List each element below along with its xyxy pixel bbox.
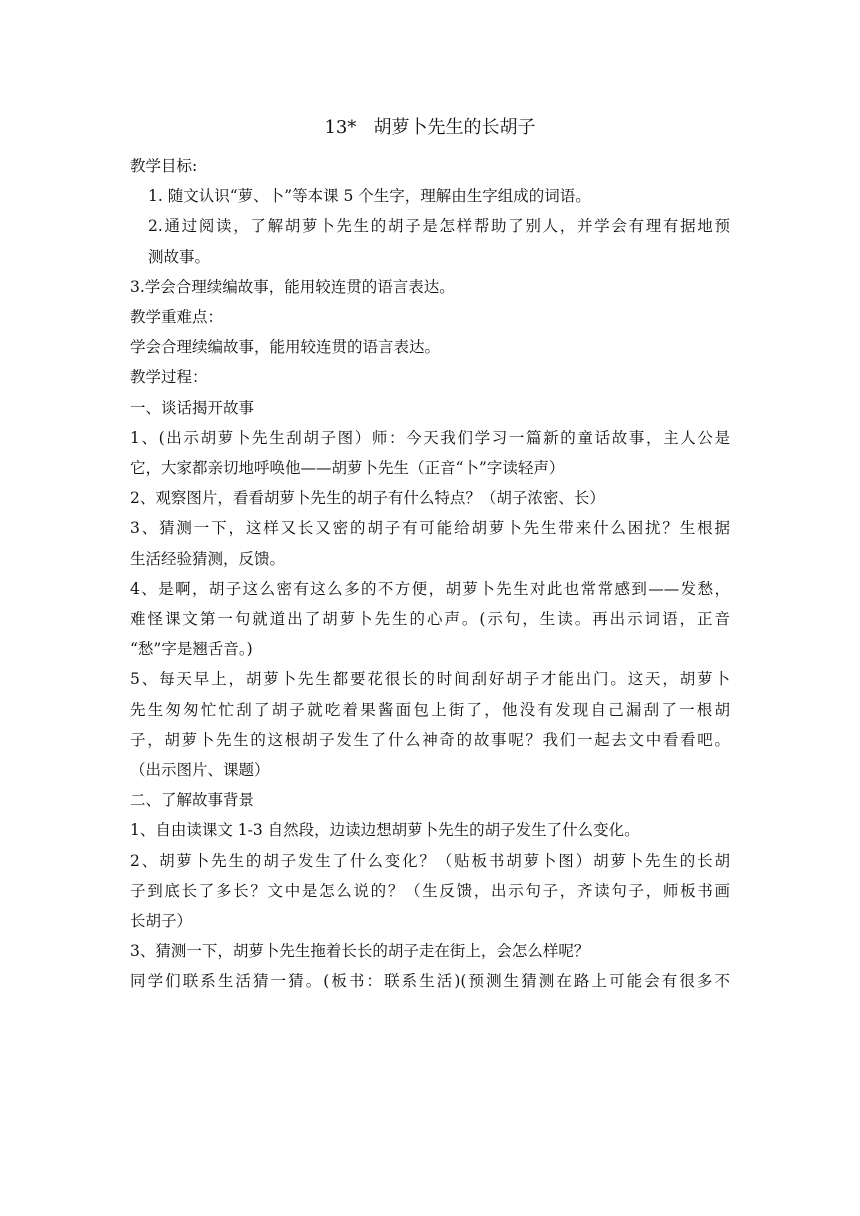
text-line: “愁”字是翘舌音。) <box>130 640 253 659</box>
text-line: （出示图片、课题） <box>130 761 270 780</box>
text-line: 长胡子） <box>130 912 193 931</box>
text-line: 4、是啊，胡子这么密有这么多的不方便，胡萝卜先生对此也常常感到——发愁， <box>130 579 730 598</box>
text-line: 它，大家都亲切地呼唤他——胡萝卜先生（正音“卜”字读轻声） <box>130 459 565 478</box>
text-line: 先生匆匆忙忙刮了胡子就吃着果酱面包上街了，他没有发现自己漏刮了一根胡 <box>130 700 730 719</box>
text-line: 3、猜测一下，这样又长又密的胡子有可能给胡萝卜先生带来什么困扰？生根据 <box>130 519 730 538</box>
text-line: 子，胡萝卜先生的这根胡子发生了什么神奇的故事呢？我们一起去文中看看吧。 <box>130 730 730 749</box>
text-line: 同学们联系生活猜一猜。(板书：联系生活)(预测生猜测在路上可能会有很多不 <box>130 972 730 991</box>
text-line: 一、谈话揭开故事 <box>130 398 255 417</box>
text-line: 2.通过阅读，了解胡萝卜先生的胡子是怎样帮助了别人，并学会有理有据地预 <box>148 217 730 236</box>
text-line: 学会合理续编故事，能用较连贯的语言表达。 <box>130 338 441 357</box>
document-lines <box>130 151 730 997</box>
text-line: 二、了解故事背景 <box>130 791 255 810</box>
text-line: 教学重难点： <box>130 308 224 327</box>
document-title: 13* 胡萝卜先生的长胡子 <box>324 117 536 138</box>
text-line: 3、猜测一下，胡萝卜先生拖着长长的胡子走在街上，会怎么样呢？ <box>130 942 590 961</box>
document-body <box>130 113 730 997</box>
text-line: 1、自由读课文 1-3 自然段，边读边想胡萝卜先生的胡子发生了什么变化。 <box>130 821 640 840</box>
text-line: 教学过程： <box>130 368 208 387</box>
text-line: 难怪课文第一句就道出了胡萝卜先生的心声。(示句，生读。再出示词语，正音 <box>130 610 730 629</box>
text-line: 生活经验猜测，反馈。 <box>130 549 286 568</box>
text-line: 教学目标: <box>130 157 198 175</box>
text-line: 3.学会合理续编故事，能用较连贯的语言表达。 <box>130 277 455 296</box>
text-line: 1. 随文认识“萝、卜”等本课 5 个生字，理解由生字组成的词语。 <box>148 187 591 206</box>
text-line: 测故事。 <box>148 247 211 266</box>
text-line: 2、观察图片，看看胡萝卜先生的胡子有什么特点？（胡子浓密、长） <box>130 489 605 508</box>
text-line: 1、(出示胡萝卜先生刮胡子图）师：今天我们学习一篇新的童话故事，主人公是 <box>130 428 730 447</box>
text-line: 2、胡萝卜先生的胡子发生了什么变化？（贴板书胡萝卜图）胡萝卜先生的长胡 <box>130 851 730 870</box>
text-line: 子到底长了多长？文中是怎么说的？（生反馈，出示句子，齐读句子，师板书画 <box>130 881 730 900</box>
text-line: 5、每天早上，胡萝卜先生都要花很长的时间刮好胡子才能出门。这天，胡萝卜 <box>130 670 730 689</box>
